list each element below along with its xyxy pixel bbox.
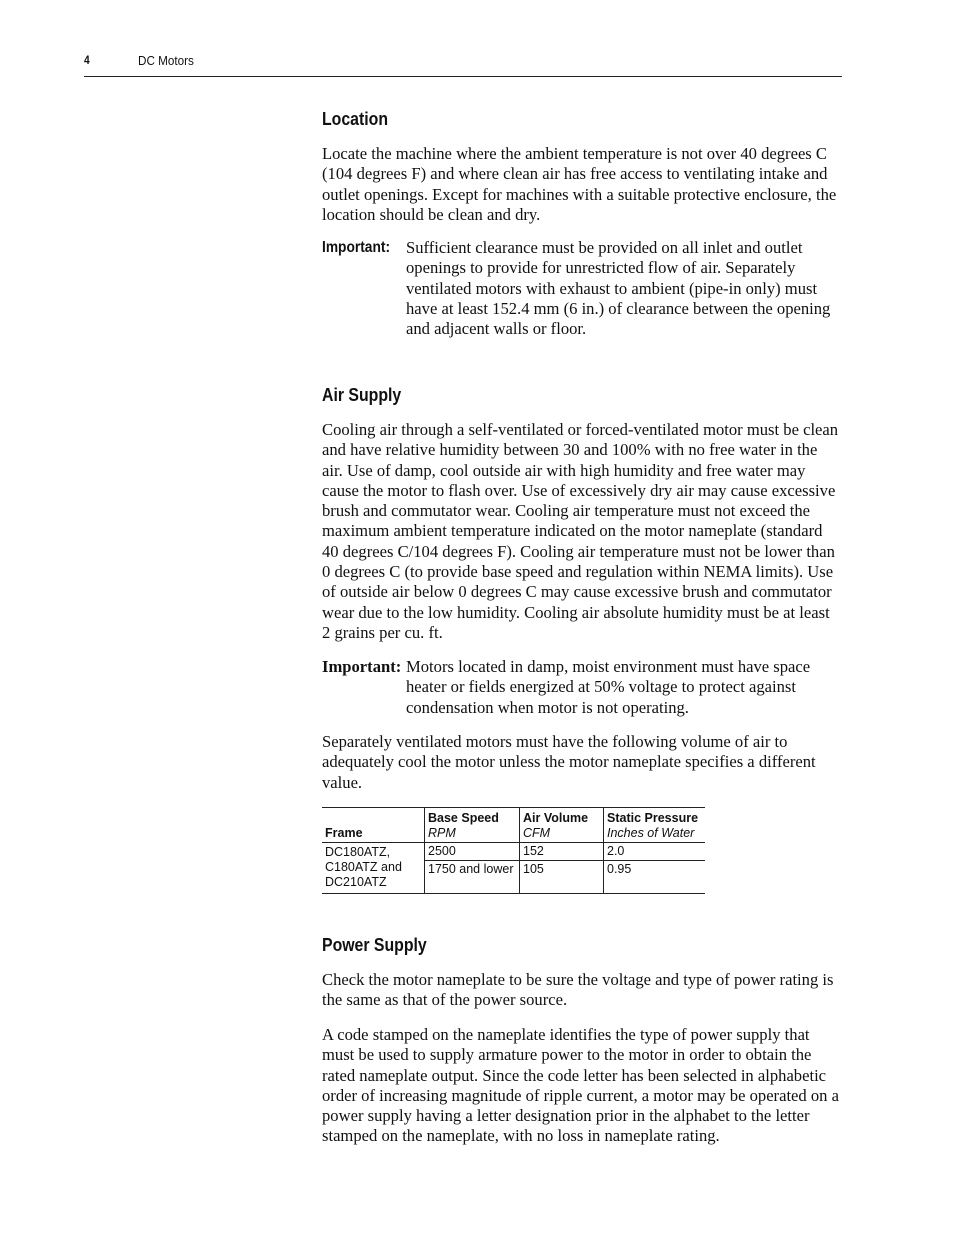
location-paragraph-wrap <box>322 144 842 225</box>
important-label: Important: <box>322 657 402 676</box>
air-volume-cell: 152 <box>520 843 604 861</box>
important-text: Sufficient clearance must be provided on all inlet and outlet openings to provide for unrestricted flow of air. Separately ventilated motors with exhaust to ambient (pipe-in only) must have at least 152.4 mm (6 in.) of clearance between the opening and adjacent walls or floor. <box>406 238 831 339</box>
static-pressure-cell: 2.0 <box>604 843 706 861</box>
power-supply-heading: Power Supply <box>322 935 427 955</box>
base-speed-cell: 1750 and lower <box>425 861 520 894</box>
power-supply-section <box>322 934 842 956</box>
air-supply-section <box>322 384 842 406</box>
air-supply-important-note <box>322 657 842 718</box>
page-header <box>84 52 842 77</box>
power-supply-paragraph-2: A code stamped on the nameplate identifies the type of power supply that must be used to supply armature power to the motor in order to obtain the rated nameplate output. Since the code letter has been selected in alphabetic order of increasing magnitude of ripple current, a motor may be operated on a power supply having a letter designation prior in the alphabet to the letter stamped on the nameplate, with no loss in nameplate rating. <box>322 1025 839 1146</box>
air-supply-heading: Air Supply <box>322 385 402 405</box>
frame-cell: DC180ATZ, C180ATZ and DC210ATZ <box>322 843 425 894</box>
power-supply-paragraph1-wrap <box>322 970 842 1011</box>
air-supply-paragraph-wrap <box>322 420 842 643</box>
location-section <box>322 108 842 130</box>
page-number: 4 <box>84 53 90 67</box>
air-supply-paragraph2-wrap <box>322 732 842 793</box>
air-supply-paragraph: Cooling air through a self-ventilated or forced-ventilated motor must be clean and have relative humidity between 30 and 100% with no free water in the air. Use of damp, cool outside air with high humidity and free water may cause the motor to flash over. Use of excessively dry air may cause excessive brush and commutator wear. Cooling air temperature must not exceed the maximum ambient temperature indicated on the motor nameplate (standard 40 degrees C/104 degrees F). Cooling air temperature must not be lower than 0 degrees C (to provide base speed and regulation within NEMA limits). Use of outside air below 0 degrees C may cause excessive brush and commutator wear due to the low humidity. Cooling air absolute humidity must be at least 2 grains per cu. ft. <box>322 420 839 642</box>
col-header-base-speed: Base Speed RPM <box>425 808 520 843</box>
air-volume-cell: 105 <box>520 861 604 894</box>
power-supply-paragraph-1: Check the motor nameplate to be sure the voltage and type of power rating is the same as that of the power source. <box>322 970 834 1010</box>
location-paragraph: Locate the machine where the ambient temperature is not over 40 degrees C (104 degrees F) and where clean air has free access to ventilating intake and outlet openings. Except for machines with a suitable protective enclosure, the location should be clean and dry. <box>322 144 837 224</box>
important-label: Important: <box>322 239 391 256</box>
table-row <box>322 843 705 861</box>
location-heading: Location <box>322 109 388 129</box>
power-supply-paragraph2-wrap <box>322 1025 842 1147</box>
air-volume-table <box>322 807 705 894</box>
important-text: Motors located in damp, moist environment must have space heater or fields energized at 50% voltage to protect against condensation when motor is not operating. <box>406 657 811 717</box>
table-header-row <box>322 808 705 843</box>
location-important-note <box>322 238 842 339</box>
col-header-frame: Frame <box>322 808 425 843</box>
air-supply-paragraph-2: Separately ventilated motors must have the following volume of air to adequately cool the motor unless the motor nameplate specifies a different value. <box>322 732 816 792</box>
static-pressure-cell: 0.95 <box>604 861 706 894</box>
col-header-static-pressure: Static Pressure Inches of Water <box>604 808 706 843</box>
base-speed-cell: 2500 <box>425 843 520 861</box>
running-title: DC Motors <box>138 53 194 68</box>
col-header-air-volume: Air Volume CFM <box>520 808 604 843</box>
